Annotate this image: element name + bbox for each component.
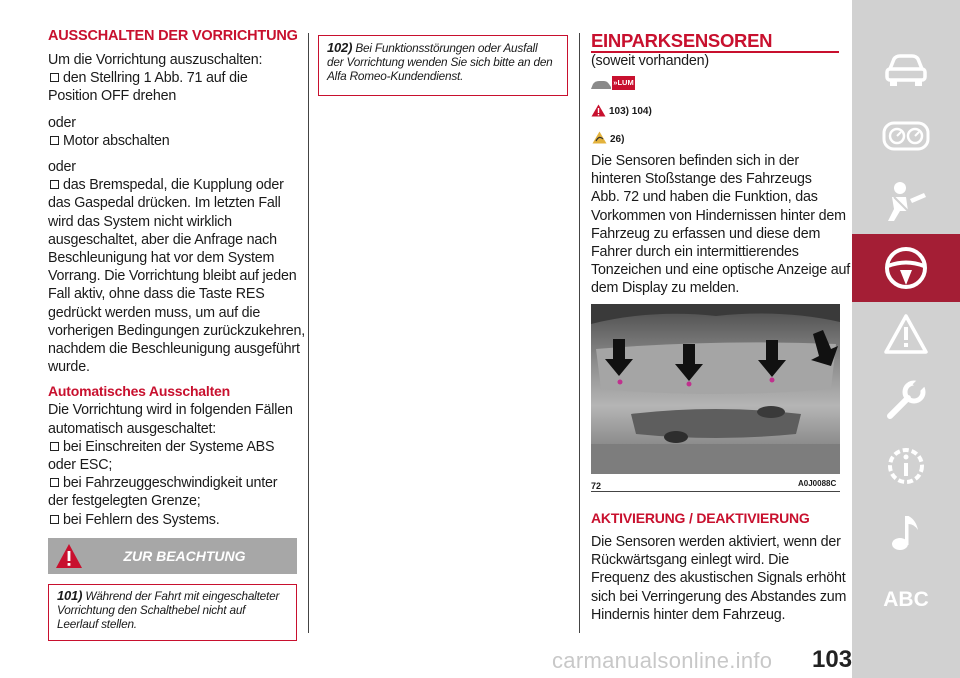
car-small-icon: [590, 79, 612, 91]
note-title: ZUR BEACHTUNG: [123, 548, 246, 564]
page-number: 103: [812, 646, 853, 673]
warning-icon: [883, 313, 929, 355]
seatbelt-icon: [884, 181, 928, 223]
sidebar-item-maintenance[interactable]: [852, 366, 960, 434]
section-title: AUSSCHALTEN DER VORRICHTUNG: [48, 28, 298, 44]
figure-image: [591, 304, 840, 474]
watermark: carmanualsonline.info: [552, 648, 773, 673]
sidebar-item-technical-data[interactable]: [852, 432, 960, 500]
dashboard-icon: [882, 121, 930, 151]
bullet-3: das Bremspedal, die Kupplung oder: [48, 176, 300, 194]
subsection-title: Automatisches Ausschalten: [48, 383, 230, 400]
figure-code: A0J0088C: [798, 479, 837, 488]
sidebar-item-multimedia[interactable]: [852, 498, 960, 566]
note-box-101: 101) Während der Fahrt mit eingeschalteter Vorrichtung den Schalthebel nicht auf Leerlauf stellen.: [48, 584, 297, 641]
bullet-1: den Stellring 1 Abb. 71 auf die: [48, 69, 300, 87]
warning-icon: [591, 104, 606, 117]
note-header: [48, 538, 297, 574]
lum-badge: »LUM: [612, 76, 635, 90]
sidebar-item-car[interactable]: [852, 36, 960, 104]
caution-icon: [592, 131, 607, 144]
bullet-square-icon: [50, 442, 59, 451]
body-text: Die Sensoren werden aktiviert, wenn der Rückwärtsgang einlegt wird. Die Frequenz des akustischen Signals erhöht sich bei Verringerung des Abstandes zum Hindernis hinter dem Fahrzeug.: [591, 534, 847, 623]
sidebar-item-index[interactable]: [852, 566, 960, 634]
column-divider: [579, 33, 580, 633]
subtitle: (soweit vorhanden): [591, 53, 709, 69]
bullet-5: bei Fahrzeuggeschwindigkeit unter: [48, 474, 300, 492]
bullet-square-icon: [50, 73, 59, 82]
bullet-4: bei Einschreiten der Systeme ABS: [48, 438, 300, 456]
section-title: EINPARKSENSOREN: [591, 30, 773, 51]
bullet-6: bei Fehlern des Systems.: [48, 511, 300, 529]
bullet-square-icon: [50, 180, 59, 189]
sidebar-item-safety[interactable]: [852, 168, 960, 236]
figure-caption-line: [591, 491, 840, 492]
bullet-square-icon: [50, 515, 59, 524]
body-text: Die Sensoren befinden sich in der hinteren Stoßstange des Fahrzeugs Abb. 72 und haben die Funktion, das Vorkommen von Hindernissen hinter dem Fahrzeug zu erfassen und diese dem Fahrer durch ein intermittierendes Tonzeichen und eine optische Anzeige auf dem Display zu melden.: [591, 153, 851, 297]
subsection-title: AKTIVIERUNG / DEAKTIVIERUNG: [591, 510, 810, 526]
reference-notes: 103) 104): [609, 106, 652, 117]
figure-number: 72: [591, 481, 602, 491]
wrench-icon: [884, 378, 928, 422]
rear-bumper-photo: [591, 304, 840, 474]
note-box-102: 102) Bei Funktionsstörungen oder Ausfall der Vorrichtung wenden Sie sich bitte an den Alfa Romeo-Kundendienst.: [318, 35, 568, 96]
reference-notes: 26): [610, 134, 625, 145]
sidebar-item-driving[interactable]: [852, 234, 960, 302]
chapter-sidebar: [852, 0, 960, 678]
bullet-2: Motor abschalten: [48, 132, 300, 150]
music-icon: [886, 510, 926, 554]
sidebar-item-dashboard[interactable]: [852, 102, 960, 170]
info-icon: [883, 443, 929, 489]
bullet-square-icon: [50, 136, 59, 145]
abc-icon: ABC: [883, 588, 929, 611]
steering-wheel-icon: [883, 245, 929, 291]
left-column: AUSSCHALTEN DER VORRICHTUNG Um die Vorrichtung auszuschalten: den Stellring 1 Abb. 71 auf die Position OFF drehen oder Motor abschalten oder das Bremspedal, die Kupplung oder das Gaspedal drücken. Im letzten Fall wird das System nicht wirklich ausgeschaltet, aber die Anfrage nach Beschleunigung hat vor dem System Vorrang. Die Vorrichtung bleibt auf jeden Fall aktiv, ohne dass die Taste RES gedrückt werden muss, um auf die vorherigen Bedingungen zurückzukehren, nachdem die Beschleunigung ausgeführt wurde. Automatisches Ausschalten Die Vorrichtung wird in folgenden Fällen automatisch ausgeschaltet: bei Einschreiten der Systeme ABS oder ESC; bei Fahrzeuggeschwindigkeit unter der festgelegten Grenze; bei Fehlern des Systems.: [48, 28, 306, 528]
bullet-square-icon: [50, 478, 59, 487]
sidebar-item-warnings[interactable]: [852, 300, 960, 368]
intro-text: Um die Vorrichtung auszuschalten: den Stellring 1 Abb. 71 auf die Position OFF drehen: [48, 51, 300, 106]
column-divider: [308, 33, 309, 633]
car-icon: [884, 53, 928, 87]
